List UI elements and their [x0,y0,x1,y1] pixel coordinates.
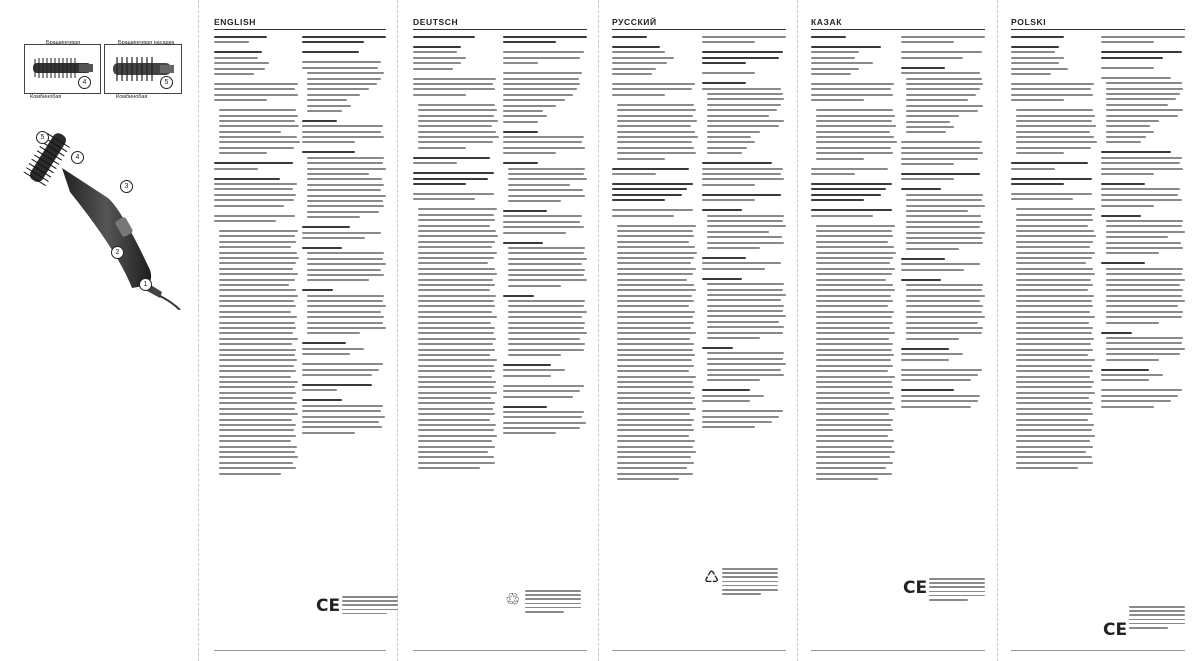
inset1-label-top: Брашинговая [46,40,81,46]
panel-kazakh [797,0,997,661]
ce-mark: CE [1103,620,1128,640]
callout-1: 1 [139,278,152,291]
panel-title: ENGLISH [214,17,256,27]
panel-title: DEUTSCH [413,17,459,27]
inset2-label-bottom: Комбинобая [116,94,148,100]
panel-polski [997,0,1197,661]
panel-english [198,0,397,661]
text-column [1101,36,1189,643]
text-column [811,36,899,643]
panel-russian [598,0,797,661]
callout-2: 2 [111,246,124,259]
disposal-statement [525,590,581,615]
inset1-label-bottom: Комбинобая [30,94,62,100]
text-column [302,36,390,643]
text-column [901,36,989,643]
ce-statement [1129,606,1185,631]
panel-title: РУССКИЙ [612,17,657,27]
certification-icon: ♺ [704,568,720,588]
disposal-icon: ♲ [505,590,521,610]
callout-5: 5 [36,131,49,144]
ce-statement [929,578,985,603]
text-column [503,36,591,643]
hair-styler-image [10,120,190,310]
ce-statement [342,596,398,617]
illustration-panel [0,0,198,661]
certification-statement [722,568,778,597]
inset2-label-top: Брашинговая насадка [118,40,175,46]
text-column [702,36,790,643]
panel-deutsch [397,0,598,661]
text-column [214,36,302,643]
panel-title: КАЗАК [811,17,842,27]
callout-4-inset: 4 [78,76,91,89]
text-column [1011,36,1099,643]
callout-5-inset: 5 [160,76,173,89]
text-column [612,36,700,643]
ce-mark: CE [903,578,928,598]
callout-4: 4 [71,151,84,164]
callout-3: 3 [120,180,133,193]
panel-title: POLSKI [1011,17,1047,27]
text-column [413,36,501,643]
ce-mark: CE [316,596,341,616]
